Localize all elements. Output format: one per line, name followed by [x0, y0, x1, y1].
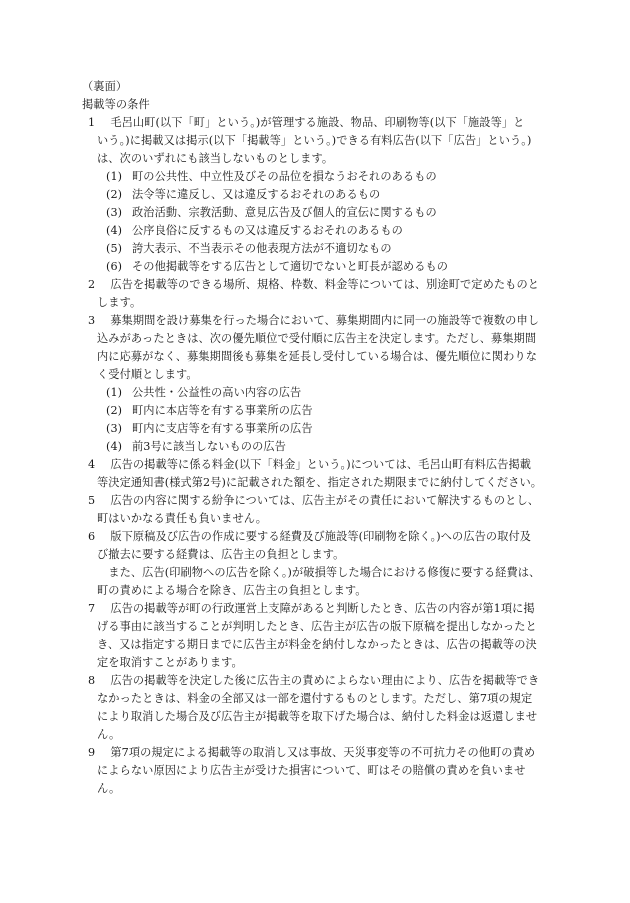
item-text: 広告の掲載等が町の行政運営上支障があると判断したとき、広告の内容が第1項に掲 [110, 602, 535, 615]
sub-item-number: (5) [106, 242, 123, 255]
sub-item-text: その他掲載等をする広告として適切でないと町長が認めるもの [132, 260, 449, 273]
sub-item-number: (1) [106, 170, 123, 183]
sub-item [106, 402, 313, 420]
sub-item-text: 町内に本店等を有する事業所の広告 [132, 404, 313, 417]
sub-item-number: (3) [106, 422, 123, 435]
sub-item [106, 240, 392, 258]
item-text-line: 町の責めによる場合を除き、広告主の負担とします。 [97, 584, 367, 597]
item-text: 広告の掲載等を決定した後に広告主の責めによらない理由により、広告を掲載等でき [110, 674, 540, 687]
section-title: 掲載等の条件 [82, 98, 150, 111]
item-text-line: ん。 [97, 782, 121, 795]
item-number: 7 [88, 602, 96, 615]
item-number: 8 [88, 674, 96, 687]
item-text-line: げる事由に該当することが判明したとき、広告主が広告の版下原稿を提出しなかったと [97, 620, 537, 633]
item-text: 版下原稿及び広告の作成に要する経費及び施設等(印刷物を除く。)への広告の取付及 [110, 530, 532, 543]
side-label: （裏面） [82, 80, 128, 93]
list-item-1 [88, 114, 524, 132]
sub-item-number: (2) [106, 188, 123, 201]
item-text-line: によらない原因により広告主が受けた損害について、町はその賠償の責めを負いませ [97, 764, 526, 777]
list-item-8 [88, 672, 539, 690]
sub-item-number: (3) [106, 206, 123, 219]
sub-item-text: 公共性・公益性の高い内容の広告 [132, 386, 302, 399]
item-text-line: 定を取消すことがあります。 [97, 656, 243, 669]
list-item-5 [88, 492, 539, 510]
list-item-3 [88, 312, 539, 330]
sub-item-text: 誇大表示、不当表示その他表現方法が不適切なもの [132, 242, 392, 255]
item-number: 3 [88, 314, 96, 327]
sub-item-number: (4) [106, 224, 123, 237]
item-number: 6 [88, 530, 96, 543]
sub-item-text: 町内に支店等を有する事業所の広告 [132, 422, 313, 435]
item-text-line: は、次のいずれにも該当しないものとします。 [97, 152, 334, 165]
item-text: 第7項の規定による掲載等の取消し又は事故、天災事変等の不可抗力その他町の責め [110, 746, 536, 759]
sub-item-text: 公序良俗に反するもの又は違反するおそれのあるもの [132, 224, 403, 237]
item-text-line: 等決定通知書(様式第2号)に記載された額を、指定された期限までに納付してください。 [97, 476, 543, 489]
item-text-line: く受付順とします。 [97, 368, 198, 381]
sub-item [106, 438, 286, 456]
sub-item-text: 前3号に該当しないものの広告 [132, 440, 286, 453]
item-number: 9 [88, 746, 96, 759]
list-item-9 [88, 744, 535, 762]
sub-item [106, 204, 437, 222]
item-text: 広告の掲載等に係る料金(以下「料金」という。)については、毛呂山町有料広告掲載 [110, 458, 532, 471]
item-text-line: 込みがあったときは、次の優先順位で受付順に広告主を決定します。ただし、募集期間 [97, 332, 537, 345]
sub-item-text: 町の公共性、中立性及びその品位を損なうおそれのあるもの [132, 170, 437, 183]
item-text-line: により取消した場合及び広告主が掲載等を取下げた場合は、納付した料金は返還しませ [97, 710, 538, 723]
sub-item [106, 384, 301, 402]
sub-item-number: (1) [106, 386, 123, 399]
list-item-7 [88, 600, 535, 618]
item-text-line: ん。 [97, 728, 121, 741]
item-text-line: 内に応募がなく、募集期間後も募集を延長し受付している場合は、優先順位に関わりな [97, 350, 537, 363]
item-number: 1 [88, 116, 96, 129]
item-text: 広告の内容に関する紛争については、広告主がその責任において解決するものとし、 [110, 494, 540, 507]
sub-item [106, 168, 437, 186]
sub-item-number: (6) [106, 260, 123, 273]
sub-item [106, 420, 313, 438]
sub-item-number: (2) [106, 404, 123, 417]
item-number: 5 [88, 494, 96, 507]
sub-item-text: 法令等に違反し、又は違反するおそれのあるもの [132, 188, 381, 201]
sub-item [106, 258, 448, 276]
item-text-line: なかったときは、料金の全部又は一部を還付するものとします。ただし、第7項の規定 [97, 692, 533, 705]
list-item-6 [88, 528, 531, 546]
item-text-line: き、又は指定する期日までに広告主が料金を納付しなかったときは、広告の掲載等の決 [97, 638, 537, 651]
list-item-2 [88, 276, 539, 294]
sub-item-number: (4) [106, 440, 123, 453]
list-item-4 [88, 456, 531, 474]
item-text: 毛呂山町(以下「町」という。)が管理する施設、物品、印刷物等(以下「施設等」と [110, 116, 525, 129]
item-text: 募集期間を設け募集を行った場合において、募集期間内に同一の施設等で複数の申し [110, 314, 540, 327]
sub-item [106, 186, 380, 204]
item-number: 2 [88, 278, 96, 291]
item-text-line: また、広告(印刷物への広告を除く。)が破損等した場合における修復に要する経費は、 [97, 566, 541, 579]
item-text-line: します。 [97, 296, 142, 309]
item-number: 4 [88, 458, 96, 471]
item-text-line: び撤去に要する経費は、広告主の負担とします。 [97, 548, 345, 561]
item-text-line: 町はいかなる責任も負いません。 [97, 512, 267, 525]
sub-item [106, 222, 403, 240]
item-text-line: いう。)に掲載又は掲示(以下「掲載等」という。)できる有料広告(以下「広告」という。) [97, 134, 532, 147]
item-text: 広告を掲載等のできる場所、規格、枠数、料金等については、別途町で定めたものと [110, 278, 540, 291]
sub-item-text: 政治活動、宗教活動、意見広告及び個人的宣伝に関するもの [132, 206, 437, 219]
